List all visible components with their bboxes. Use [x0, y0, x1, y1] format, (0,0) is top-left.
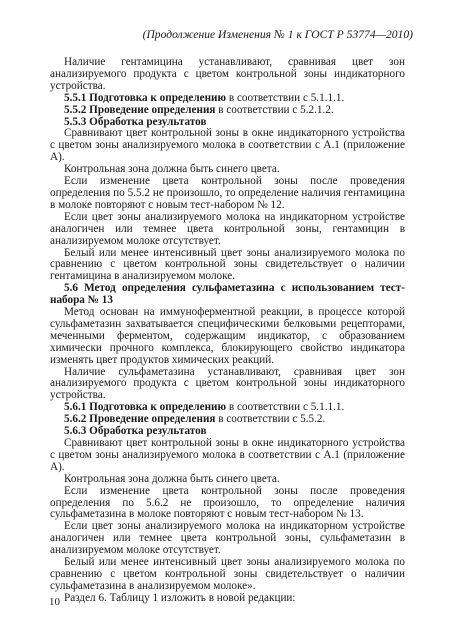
paragraph: Контрольная зона должна быть синего цвета. — [64, 163, 280, 176]
page-number: 10 — [49, 596, 60, 608]
paragraph: Контрольная зона должна быть синего цвета. — [64, 472, 280, 485]
running-header: (Продолжение Изменения № 1 к ГОСТ Р 53774—2010) — [142, 28, 413, 41]
paragraph: Раздел 6. Таблицу 1 изложить в новой редакции: — [64, 591, 296, 604]
section-heading: 5.5.1 Подготовка к определению в соответствии с 5.1.1.1. — [64, 91, 345, 104]
paragraph: Белый или менее интенсивный цвет зоны анализируемого молока по сравнению с цветом контрольной зоны свидетельствует о наличии сульфаметазина в анализируемом молоке». — [50, 556, 405, 592]
section-heading: 5.6 Метод определения сульфаметазина с использованием тест-набора № 13 — [50, 282, 405, 307]
paragraph: Белый или менее интенсивный цвет зоны анализируемого молока по сравнению с цветом контрольной зоны свидетельствует о наличии гентамицина в анализируемом молоке. — [50, 246, 405, 283]
section-heading: 5.5.3 Обработка результатов — [64, 115, 207, 128]
paragraph: Сравнивают цвет контрольной зоны в окне индикаторного устройства с цветом зоны анализируемого молока в соответствии с А.1 (приложение А). — [50, 127, 405, 164]
section-heading: 5.6.3 Обработка результатов — [64, 425, 207, 438]
paragraph: Сравнивают цвет контрольной зоны в окне индикаторного устройства с цветом зоны анализируемого молока в соответствии с А.1 (приложение А). — [50, 437, 405, 473]
paragraph: Если изменение цвета контрольной зоны после проведения определения по 5.6.2 не произошло, то определение наличия сульфаметазина в молоке повторяют с новым тест-набором № 13. — [50, 484, 405, 521]
section-heading: 5.5.2 Проведение определения в соответствии с 5.2.1.2. — [64, 103, 334, 116]
paragraph: Если цвет зоны анализируемого молока на индикаторном устройстве аналогичен или темнее цвета контрольной зоны, гентамицин в анализируемом молоке отсутствует. — [50, 210, 405, 247]
section-heading: 5.6.1 Подготовка к определению в соответствии с 5.1.1.1. — [64, 401, 345, 414]
paragraph: Если изменение цвета контрольной зоны после проведения определения по 5.5.2 не произошло, то определение наличия гентамицина в молоке повторяют с новым тест-набором № 12. — [50, 175, 405, 211]
paragraph: Наличие сульфаметазина устанавливают, сравнивая цвет зон анализируемого продукта с цветом контрольной зоны индикаторного устройства. — [50, 365, 405, 402]
paragraph: Наличие гентамицина устанавливают, сравнивая цвет зон анализируемого продукта с цветом контрольной зоны индикаторного устройства. — [50, 56, 405, 92]
paragraph: Метод основан на иммуноферментной реакции, в процессе которой сульфаметазин захватывается специфическими белковыми рецепторами, меченными ферментом, содержащим индикатор, с образованием химически прочного комплекса, блокирующего свойство индикатора изменять цвет продуктов химических реакций. — [50, 306, 405, 366]
document-body — [50, 57, 405, 605]
section-heading: 5.6.2 Проведение определения в соответствии с 5.5.2. — [64, 413, 326, 426]
paragraph: Если цвет зоны анализируемого молока на индикаторном устройстве аналогичен или темнее цвета контрольной зоны, сульфаметазин в анализируемом молоке отсутствует. — [50, 520, 405, 557]
